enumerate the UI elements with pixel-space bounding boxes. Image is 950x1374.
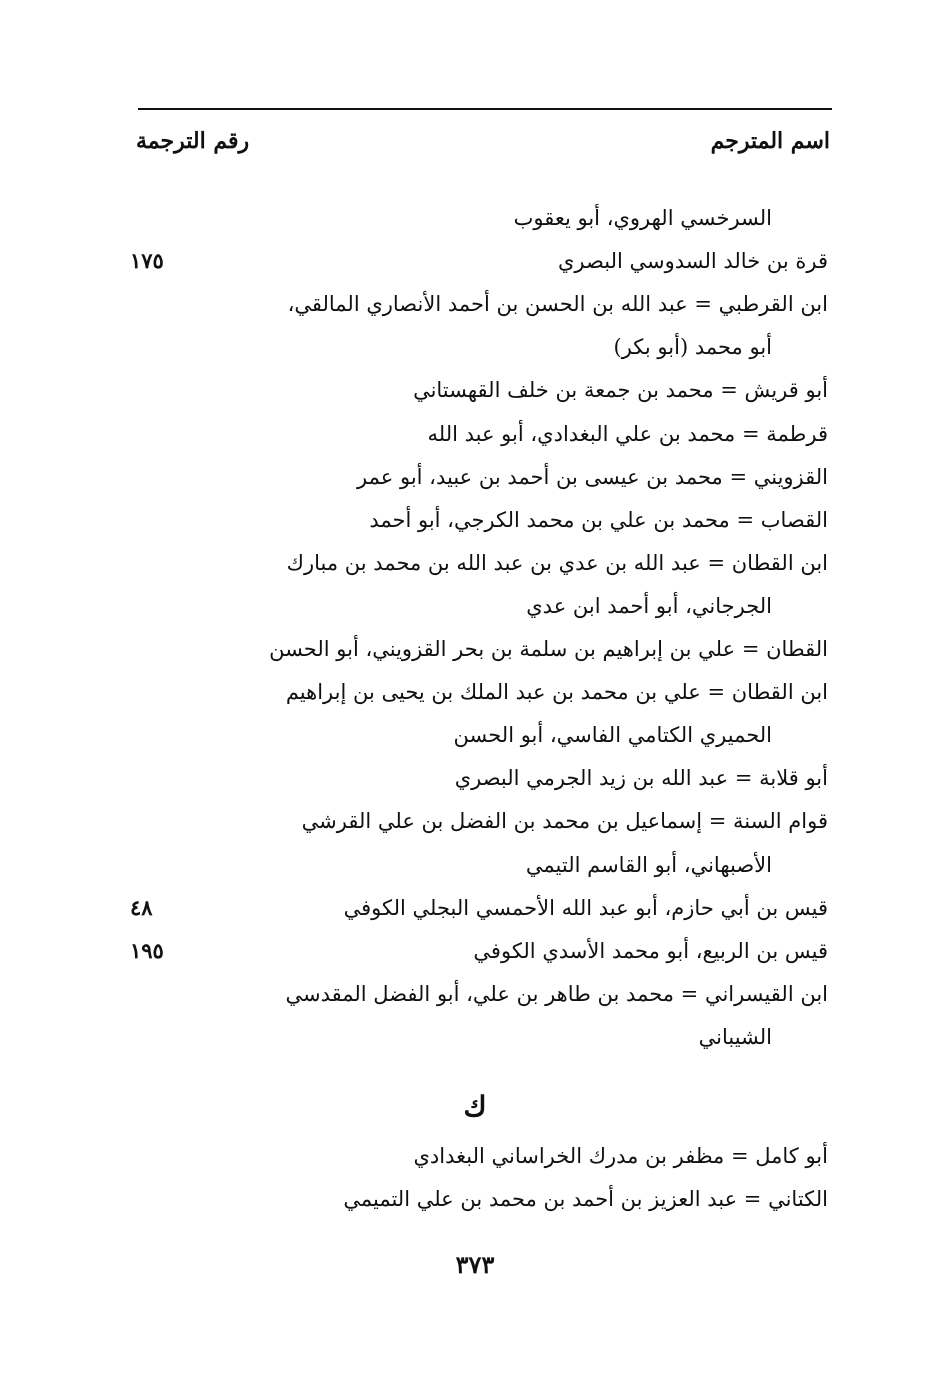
header-translated-name-label: اسم المترجم: [710, 128, 830, 154]
entry-line: القزويني = محمد بن عيسى بن أحمد بن عبيد، أبو عمر: [357, 464, 828, 489]
entry-line: أبو محمد (أبو بكر): [613, 335, 772, 360]
entry-line: أبو قريش = محمد بن جمعة بن خلف القهستاني: [413, 378, 828, 403]
entry-number: ١٩٥: [130, 937, 164, 963]
entry-line: قرطمة = محمد بن علي البغدادي، أبو عبد الله: [427, 421, 828, 446]
header-entry-number-label: رقم الترجمة: [136, 128, 250, 154]
entry-number: ١٧٥: [130, 248, 164, 274]
entry-line: الحميري الكتامي الفاسي، أبو الحسن: [453, 723, 772, 748]
header-rule: [138, 108, 832, 110]
entry-line: قرة بن خالد السدوسي البصري: [558, 249, 828, 274]
entry-line: قيس بن أبي حازم، أبو عبد الله الأحمسي البجلي الكوفي: [343, 895, 828, 920]
section-letter: ك: [463, 1090, 487, 1123]
entry-line: السرخسي الهروي، أبو يعقوب: [513, 206, 772, 230]
entry-line: القصاب = محمد بن علي بن محمد الكرجي، أبو أحمد: [369, 507, 828, 532]
entry-line: الجرجاني، أبو أحمد ابن عدي: [526, 593, 772, 618]
entry-line: ابن القطان = علي بن محمد بن عبد الملك بن يحيى بن إبراهيم: [285, 680, 828, 705]
page-number: ٣٧٣: [455, 1250, 495, 1279]
entry-line: أبو قلابة = عبد الله بن زيد الجرمي البصري: [454, 766, 828, 791]
entry-line: ابن القيسراني = محمد بن طاهر بن علي، أبو الفضل المقدسي: [285, 981, 828, 1006]
entry-number: ٤٨: [130, 894, 153, 920]
entry-line: قيس بن الربيع، أبو محمد الأسدي الكوفي: [473, 938, 828, 963]
entry-line: أبو كامل = مظفر بن مدرك الخراساني البغدادي: [413, 1144, 828, 1168]
entry-line: الأصبهاني، أبو القاسم التيمي: [525, 852, 772, 877]
entry-line: قوام السنة = إسماعيل بن محمد بن الفضل بن علي القرشي: [301, 809, 828, 834]
entry-line: الشيباني: [698, 1024, 772, 1049]
entry-line: القطان = علي بن إبراهيم بن سلمة بن بحر القزويني، أبو الحسن: [269, 637, 828, 661]
entry-line: ابن القطان = عبد الله بن عدي بن عبد الله بن محمد بن مبارك: [286, 550, 828, 575]
entry-line: الكتاني = عبد العزيز بن أحمد بن محمد بن علي التميمي: [343, 1187, 828, 1212]
entry-line: ابن القرطبي = عبد الله بن الحسن بن أحمد الأنصاري المالقي،: [287, 292, 828, 317]
